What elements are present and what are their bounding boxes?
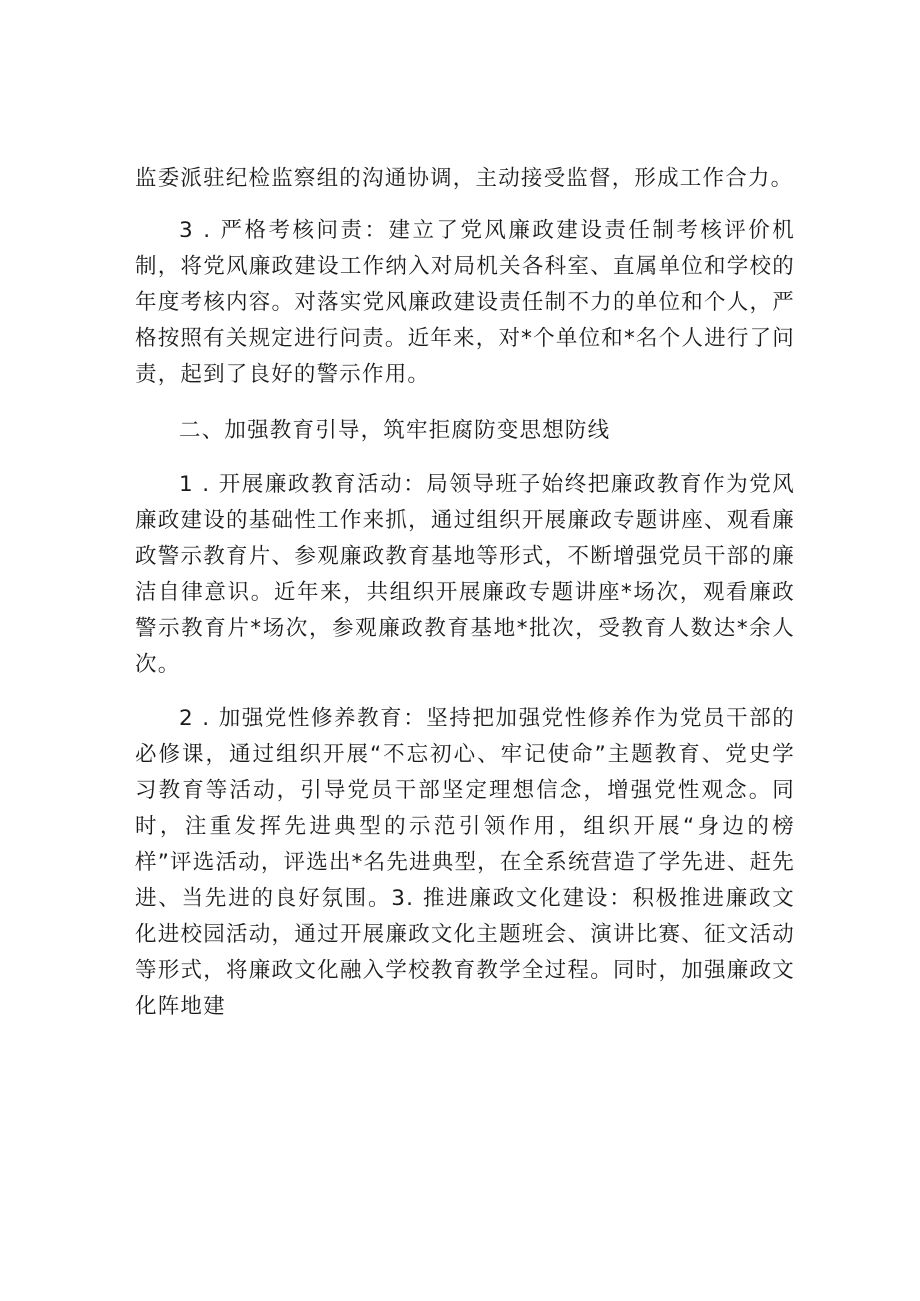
paragraph-strict-assessment: 3 . 严格考核问责：建立了党风廉政建设责任制考核评价机制，将党风廉政建设工作纳入对局机关各科室、直属单位和学校的年度考核内容。对落实党风廉政建设责任制不力的单位和个人，严格按照有关规定进行问责。近年来，对*个单位和*名个人进行了问责，起到了良好的警示作用。	[135, 218, 795, 387]
paragraph-integrity-education: 1 . 开展廉政教育活动：局领导班子始终把廉政教育作为党风廉政建设的基础性工作来抓，通过组织开展廉政专题讲座、观看廉政警示教育片、参观廉政教育基地等形式，不断增强党员干部的廉洁自律意识。近年来，共组织开展廉政专题讲座*场次，观看廉政警示教育片*场次，参观廉政教育基地*批次，受教育人数达*余人次。	[135, 472, 795, 677]
section-heading-education: 二、加强教育引导，筑牢拒腐防变思想防线	[179, 418, 611, 443]
paragraph-party-spirit: 2 . 加强党性修养教育：坚持把加强党性修养作为党员干部的必修课，通过组织开展“不忘初心、牢记使命”主题教育、党史学习教育等活动，引导党员干部坚定理想信念，增强党性观念。同时，注重发挥先进典型的示范引领作用，组织开展“身边的榜样”评选活动，评选出*名先进典型，在全系统营造了学先进、赶先进、当先进的良好氛围。3. 推进廉政文化建设：积极推进廉政文化进校园活动，通过开展廉政文化主题班会、演讲比赛、征文活动等形式，将廉政文化融入学校教育教学全过程。同时，加强廉政文化阵地建	[135, 706, 795, 1019]
paragraph-continuation: 监委派驻纪检监察组的沟通协调，主动接受监督，形成工作合力。	[135, 166, 794, 191]
document-body	[135, 161, 795, 1043]
